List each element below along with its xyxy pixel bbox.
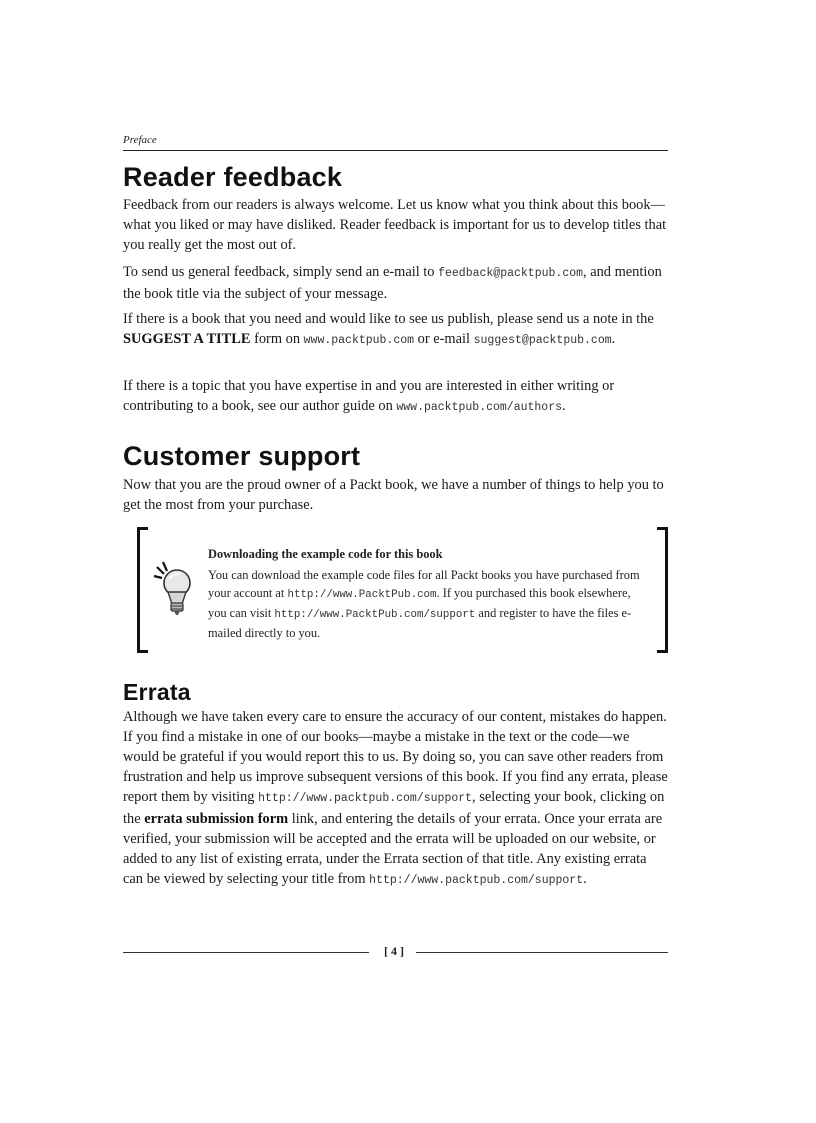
reader-feedback-paragraph-4 bbox=[123, 376, 668, 418]
text-run: If there is a topic that you have expertise in and you are interested in either writing or contributing to a book, see our author guide on bbox=[123, 378, 615, 414]
section-title-customer-support: Customer support bbox=[123, 441, 361, 471]
tip-body bbox=[208, 566, 648, 642]
reader-feedback-paragraph-2 bbox=[123, 262, 668, 304]
page-number: [ 4 ] bbox=[384, 944, 404, 958]
suggest-title-label: SUGGEST A TITLE bbox=[123, 331, 251, 347]
text-run: link, and entering the details of your errata. Once your errata are verified, your submission will be accepted and the errata will be uploaded on our website, or added to any list of existing errata, under the Errata section of that title. Any existing errata can be viewed by selecting your title from bbox=[123, 811, 663, 887]
lightbulb-icon bbox=[153, 559, 197, 619]
footer-rule-right bbox=[416, 952, 668, 953]
suggest-email-link[interactable]: suggest@packtpub.com bbox=[473, 334, 612, 347]
errata-paragraph bbox=[123, 707, 668, 891]
reader-feedback-paragraph-3 bbox=[123, 309, 668, 351]
text-run: and register to have the files e-mailed directly to you. bbox=[208, 606, 632, 640]
text-run: . bbox=[562, 398, 566, 414]
left-bracket bbox=[137, 527, 148, 653]
feedback-email-link[interactable]: feedback@packtpub.com bbox=[438, 267, 584, 280]
reader-feedback-paragraph-1 bbox=[123, 195, 668, 255]
text-run: If there is a book that you need and would like to see us publish, please send us a note in the bbox=[123, 311, 654, 327]
packtpub-account-link[interactable]: http://www.PacktPub.com bbox=[287, 589, 437, 601]
packtpub-support-link[interactable]: http://www.PacktPub.com/support bbox=[274, 609, 476, 621]
packtpub-link[interactable]: www.packtpub.com bbox=[303, 334, 415, 347]
section-title-reader-feedback: Reader feedback bbox=[123, 162, 343, 192]
tip-title: Downloading the example code for this book bbox=[208, 547, 443, 561]
customer-support-paragraph bbox=[123, 475, 668, 515]
tip-box bbox=[123, 527, 668, 649]
errata-form-label: errata submission form bbox=[144, 811, 289, 827]
section-title-errata: Errata bbox=[123, 679, 191, 705]
text-run: . If you purchased this book elsewhere, you can visit bbox=[208, 586, 631, 620]
text-run: Feedback from our readers is always welcome. Let us know what you think about this book—what you liked or may have disliked. Reader feedback is important for us to develop titles that you really get the most out of. bbox=[123, 197, 667, 253]
text-run: , and mention the book title via the subject of your message. bbox=[123, 264, 662, 302]
text-run: or e-mail bbox=[414, 331, 474, 347]
text-run: form on bbox=[250, 331, 304, 347]
text-run: Although we have taken every care to ensure the accuracy of our content, mistakes do happen. If you find a mistake in one of our books—maybe a mistake in the text or the code—we would be grateful if you would report this to us. By doing so, you can save other readers from frustration and help us improve subsequent versions of this book. If you find any errata, please report them by visiting bbox=[123, 709, 668, 805]
text-run: , selecting your book, clicking on the bbox=[123, 789, 665, 827]
page-footer bbox=[123, 944, 668, 964]
text-run: . bbox=[583, 871, 587, 887]
text-run: You can download the example code files for all Packt books you have purchased from your account at bbox=[208, 568, 640, 600]
text-run: To send us general feedback, simply send an e-mail to bbox=[123, 264, 439, 280]
text-run: . bbox=[611, 331, 616, 347]
right-bracket bbox=[657, 527, 668, 653]
author-guide-link[interactable]: www.packtpub.com/authors bbox=[396, 401, 563, 414]
errata-view-link[interactable]: http://www.packtpub.com/support bbox=[369, 874, 584, 887]
running-head: Preface bbox=[123, 134, 157, 146]
text-run: Now that you are the proud owner of a Packt book, we have a number of things to help you to get the most from your purchase. bbox=[123, 477, 664, 513]
header-rule bbox=[123, 150, 668, 151]
errata-support-link[interactable]: http://www.packtpub.com/support bbox=[258, 792, 473, 805]
footer-rule-left bbox=[123, 952, 369, 953]
